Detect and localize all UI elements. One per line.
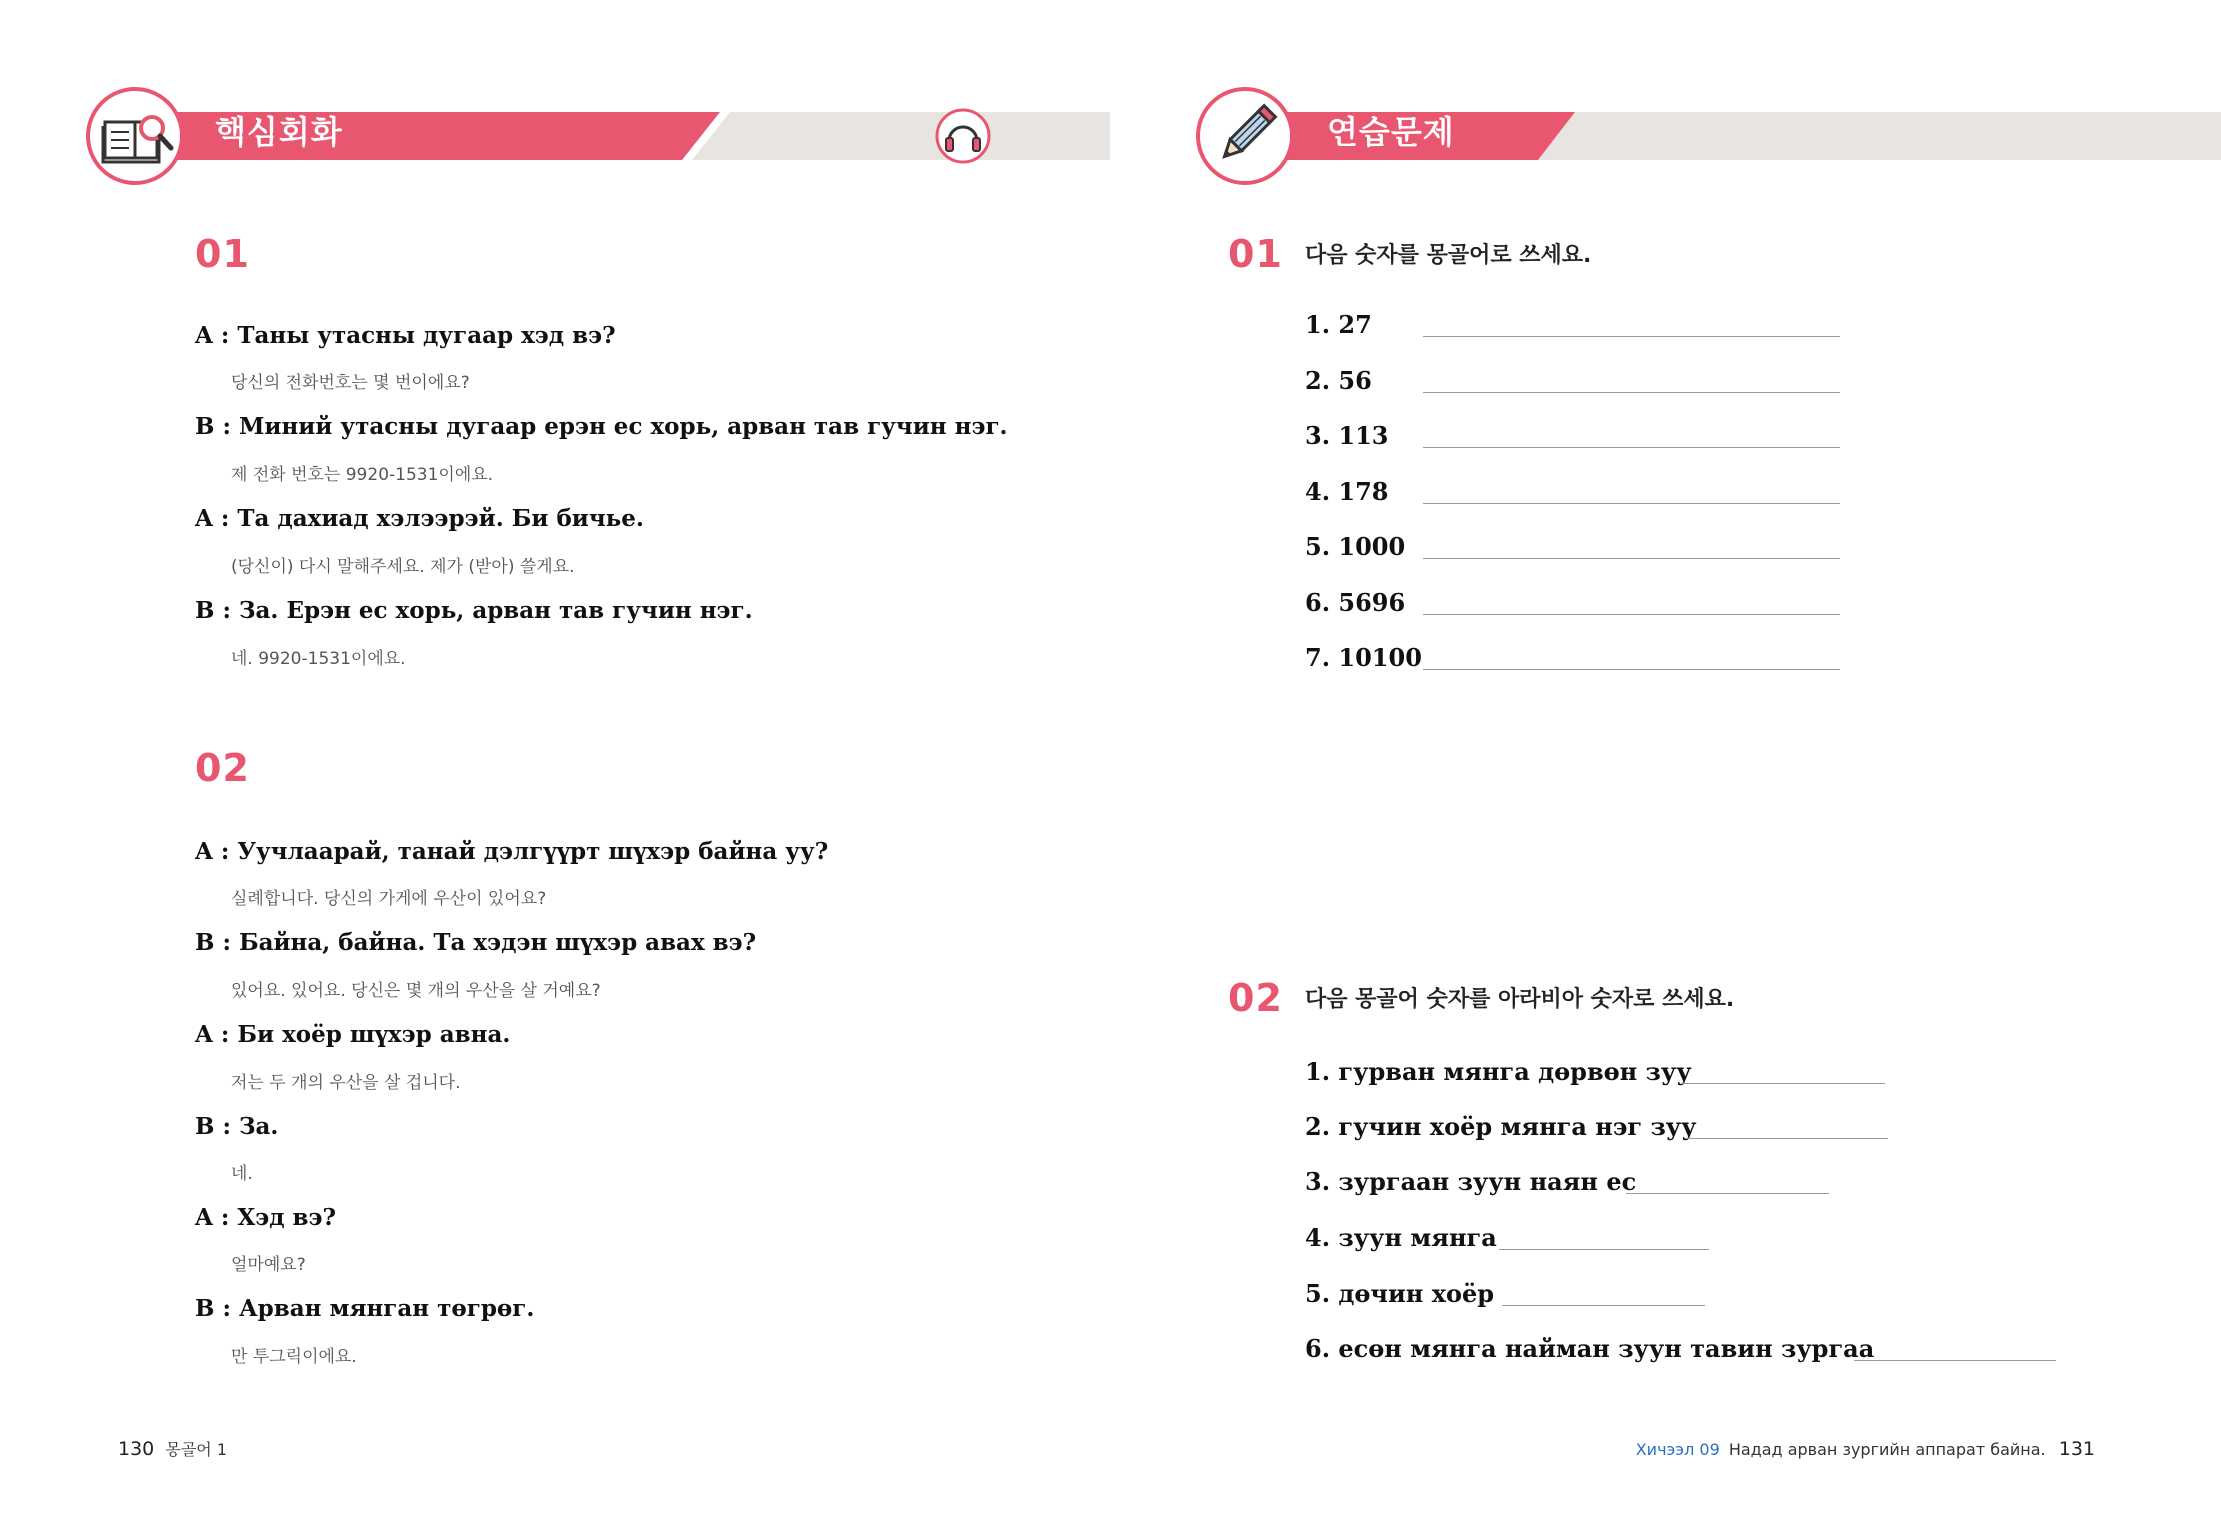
exercise-item: 2. гучин хоёр мянга нэг зуу [1305,1112,1697,1141]
dialogue-translation: 당신의 전화번호는 몇 번이에요? [231,373,470,393]
answer-blank[interactable] [1499,1249,1709,1250]
dialogue-translation: 만 투그릭이에요. [231,1347,357,1367]
answer-blank[interactable] [1423,392,1840,393]
exercise-item: 4. 178 [1305,477,1389,506]
headphones-icon[interactable] [934,107,992,165]
section-number-01: 01 [195,232,250,276]
answer-blank[interactable] [1423,669,1840,670]
dialogue-line: A : Би хоёр шүхэр авна. [195,1021,511,1048]
dialogue-translation: 있어요. 있어요. 당신은 몇 개의 우산을 살 거예요? [231,981,601,1001]
dialogue-line: B : Арван мянган төгрөг. [195,1295,535,1322]
page-number: 131 [2058,1438,2095,1460]
dialogue-line: B : За. [195,1113,279,1140]
answer-blank[interactable] [1423,558,1840,559]
dialogue-translation: 얼마예요? [231,1255,306,1275]
left-header-banner [0,0,1110,200]
exercise-item: 1. 27 [1305,310,1372,339]
exercise-item: 2. 56 [1305,366,1372,395]
page-number: 130 [118,1438,155,1460]
exercise-item: 5. дөчин хоёр [1305,1279,1495,1308]
answer-blank[interactable] [1685,1138,1888,1139]
right-header-title: 연습문제 [1327,113,1455,151]
answer-blank[interactable] [1423,614,1840,615]
answer-blank[interactable] [1423,503,1840,504]
exercise-item: 6. 5696 [1305,588,1406,617]
lesson-title: Надад арван зургийн аппарат байна. [1728,1440,2046,1459]
left-banner-shapes [0,0,1110,200]
exercise-item: 7. 10100 [1305,643,1422,672]
dialogue-line: B : За. Ерэн ес хорь, арван тав гучин нэг. [195,597,753,624]
dialogue-translation: 네. [231,1164,253,1184]
exercise-item: 5. 1000 [1305,532,1406,561]
pencil-icon [1210,101,1280,171]
right-header-banner [1110,0,2220,200]
book-magnifier-icon [97,108,177,168]
exercise-number-02: 02 [1228,976,1283,1020]
answer-blank[interactable] [1423,447,1840,448]
dialogue-line: B : Байна, байна. Та хэдэн шүхэр авах вэ? [195,929,757,956]
answer-blank[interactable] [1626,1193,1829,1194]
dialogue-translation: 네. 9920-1531이에요. [231,649,406,669]
dialogue-translation: (당신이) 다시 말해주세요. 제가 (받아) 쓸게요. [231,557,575,577]
dialogue-line: A : Таны утасны дугаар хэд вэ? [195,322,616,349]
answer-blank[interactable] [1854,1360,2056,1361]
book-title: 몽골어 1 [165,1440,227,1459]
left-header-title: 핵심회화 [215,113,343,151]
exercise-number-01: 01 [1228,232,1283,276]
exercise-instruction: 다음 몽골어 숫자를 아라비아 숫자로 쓰세요. [1305,987,1735,1012]
exercise-instruction: 다음 숫자를 몽골어로 쓰세요. [1305,243,1592,268]
dialogue-line: B : Миний утасны дугаар ерэн ес хорь, арван тав гучин нэг. [195,413,1008,440]
exercise-item: 6. есөн мянга найман зуун тавин зургаа [1305,1334,1875,1363]
dialogue-translation: 제 전화 번호는 9920-1531이에요. [231,465,494,485]
right-page [1110,0,2221,1518]
left-footer [118,1436,227,1463]
dialogue-line: A : Уучлаарай, танай дэлгүүрт шүхэр байна уу? [195,838,829,865]
lesson-label: Хичээл 09 [1635,1440,1720,1459]
dialogue-translation: 저는 두 개의 우산을 살 겁니다. [231,1073,461,1093]
section-number-02: 02 [195,746,250,790]
exercise-item: 1. гурван мянга дөрвөн зуу [1305,1057,1692,1086]
dialogue-line: A : Та дахиад хэлээрэй. Би бичье. [195,505,644,532]
dialogue-translation: 실례합니다. 당신의 가게에 우산이 있어요? [231,889,547,909]
right-footer [1636,1436,2095,1463]
exercise-item: 4. зуун мянга [1305,1223,1497,1252]
dialogue-line: A : Хэд вэ? [195,1204,336,1231]
answer-blank[interactable] [1682,1083,1885,1084]
answer-blank[interactable] [1423,336,1840,337]
exercise-item: 3. 113 [1305,421,1389,450]
left-page [0,0,1110,1518]
exercise-item: 3. зургаан зуун наян ес [1305,1167,1637,1196]
answer-blank[interactable] [1502,1305,1705,1306]
